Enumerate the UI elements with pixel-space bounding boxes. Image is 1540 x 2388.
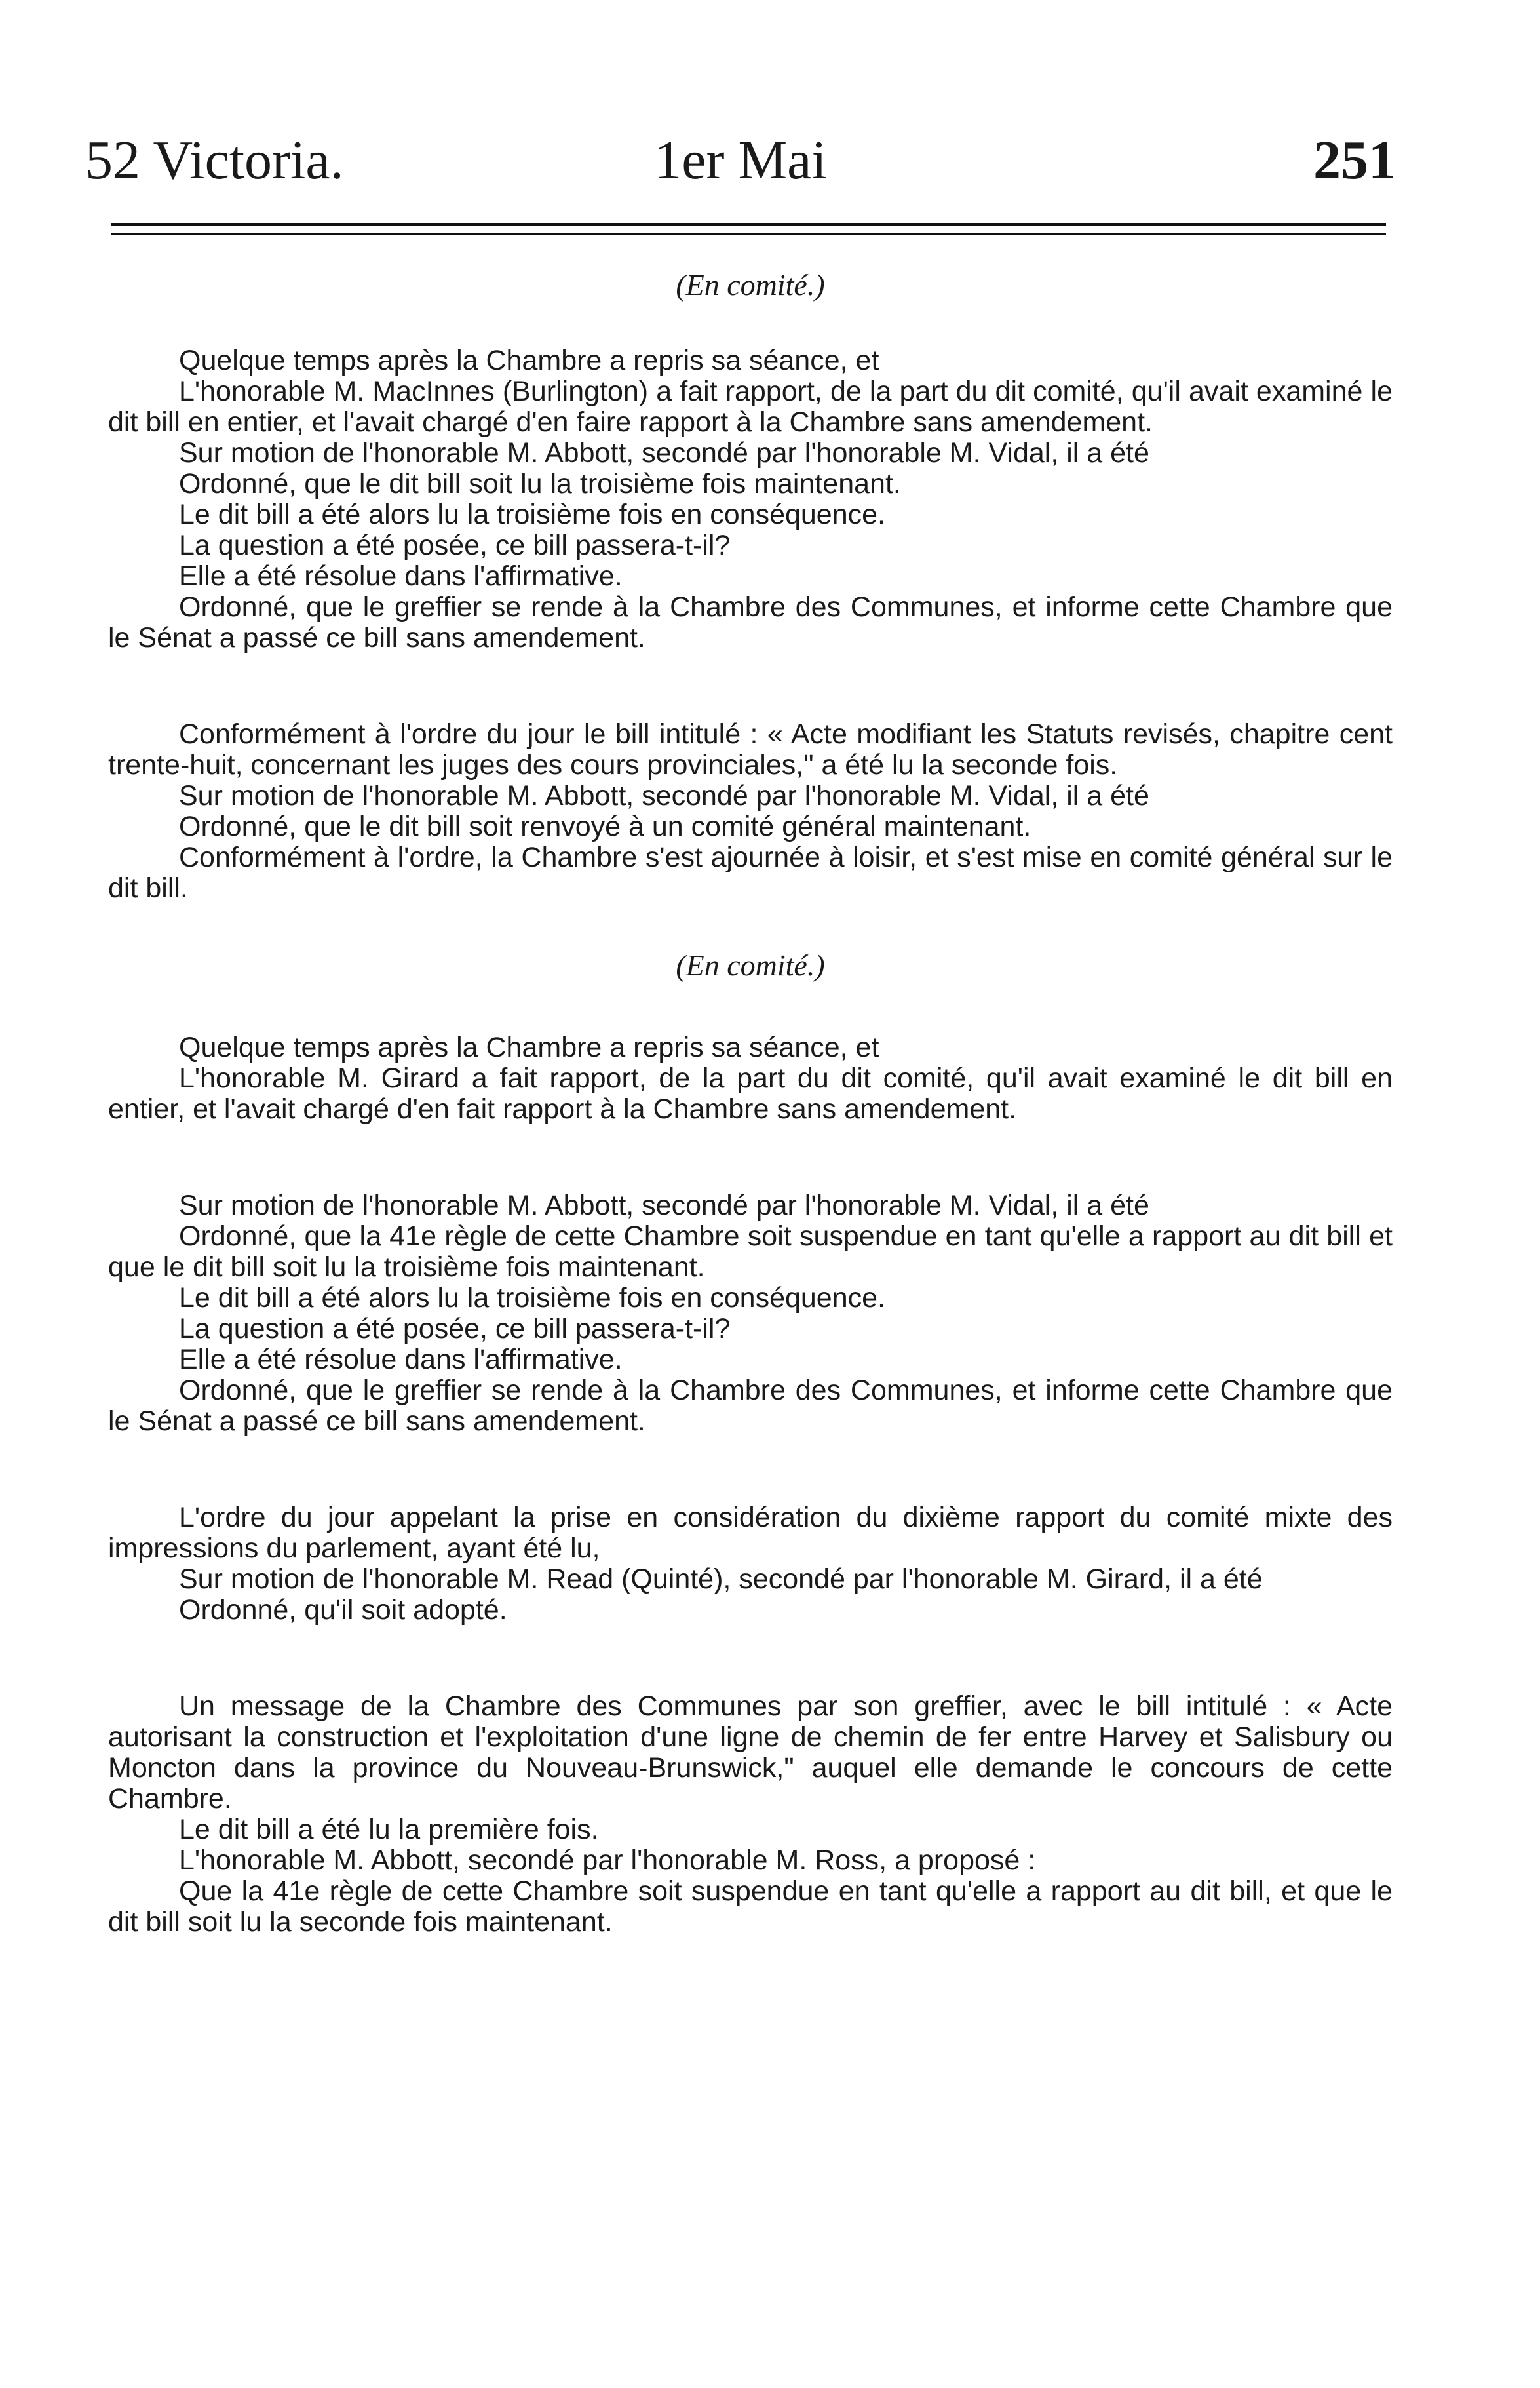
paragraph: Ordonné, que le dit bill soit renvoyé à un comité général maintenant. <box>179 811 1031 842</box>
paragraph: Un message de la Chambre des Communes par son greffier, avec le bill intitulé : « Acte autorisant la construction et l'exploitation d'une ligne de chemin de fer entre Harvey et Salisbury ou Moncton dans la province du Nouveau-Brunswick," auquel elle demande le concours de cette Chambre. <box>108 1691 1393 1814</box>
header-rule-thin <box>111 233 1386 235</box>
paragraph: Le dit bill a été alors lu la troisième fois en conséquence. <box>179 1282 886 1314</box>
paragraph: Ordonné, que la 41e règle de cette Chambre soit suspendue en tant qu'elle a rapport au dit bill et que le dit bill soit lu la troisième fois maintenant. <box>108 1221 1393 1283</box>
paragraph: Sur motion de l'honorable M. Read (Quinté), secondé par l'honorable M. Girard, il a été <box>179 1563 1263 1595</box>
paragraph: Quelque temps après la Chambre a repris sa séance, et <box>179 345 879 376</box>
page-number: 251 <box>1313 130 1396 191</box>
paragraph: Conformément à l'ordre du jour le bill intitulé : « Acte modifiant les Statuts revisés, chapitre cent trente-huit, concernant les juges des cours provinciales," a été lu la seconde fois. <box>108 718 1393 781</box>
running-head <box>85 125 1396 197</box>
paragraph: Ordonné, que le greffier se rende à la Chambre des Communes, et informe cette Chambre que le Sénat a passé ce bill sans amendement. <box>108 591 1393 654</box>
page-body <box>108 265 1393 1938</box>
paragraph: L'honorable M. Girard a fait rapport, de la part du dit comité, qu'il avait examiné le dit bill en entier, et l'avait chargé d'en fait rapport à la Chambre sans amendement. <box>108 1063 1393 1125</box>
paragraph: L'honorable M. MacInnes (Burlington) a fait rapport, de la part du dit comité, qu'il avait examiné le dit bill en entier, et l'avait chargé d'en faire rapport à la Chambre sans amendement. <box>108 376 1393 438</box>
spacer <box>108 1437 1393 1502</box>
paragraph: Conformément à l'ordre, la Chambre s'est ajournée à loisir, et s'est mise en comité général sur le dit bill. <box>108 842 1393 904</box>
paragraph: Sur motion de l'honorable M. Abbott, secondé par l'honorable M. Vidal, il a été <box>179 780 1149 812</box>
paragraph: Le dit bill a été alors lu la troisième fois en conséquence. <box>179 499 886 530</box>
section-heading-committee-2: (En comité.) <box>676 949 825 982</box>
paragraph: Que la 41e règle de cette Chambre soit suspendue en tant qu'elle a rapport au dit bill, et que le dit bill soit lu la seconde fois maintenant. <box>108 1875 1393 1938</box>
paragraph: Ordonné, que le greffier se rende à la Chambre des Communes, et informe cette Chambre que le Sénat a passé ce bill sans amendement. <box>108 1375 1393 1437</box>
paragraph: Elle a été résolue dans l'affirmative. <box>179 1344 623 1375</box>
paragraph: L'ordre du jour appelant la prise en considération du dixième rapport du comité mixte des impressions du parlement, ayant été lu, <box>108 1502 1393 1564</box>
paragraph: Quelque temps après la Chambre a repris sa séance, et <box>179 1032 879 1063</box>
paragraph: Le dit bill a été lu la première fois. <box>179 1814 599 1845</box>
section-heading-committee-1: (En comité.) <box>676 268 825 302</box>
header-rule-thick <box>111 223 1386 226</box>
paragraph: L'honorable M. Abbott, secondé par l'honorable M. Ross, a proposé : <box>179 1845 1036 1876</box>
paragraph: Sur motion de l'honorable M. Abbott, secondé par l'honorable M. Vidal, il a été <box>179 437 1149 469</box>
paragraph: Sur motion de l'honorable M. Abbott, secondé par l'honorable M. Vidal, il a été <box>179 1190 1149 1221</box>
date-label: 1er Mai <box>654 130 827 191</box>
spacer <box>108 654 1393 719</box>
spacer <box>108 1626 1393 1691</box>
spacer <box>108 1125 1393 1190</box>
paragraph: La question a été posée, ce bill passera-t-il? <box>179 530 731 561</box>
paragraph: La question a été posée, ce bill passera-t-il? <box>179 1313 731 1344</box>
paragraph: Elle a été résolue dans l'affirmative. <box>179 560 623 592</box>
paragraph: Ordonné, qu'il soit adopté. <box>179 1594 507 1626</box>
session-label: 52 Victoria. <box>85 130 344 191</box>
paragraph: Ordonné, que le dit bill soit lu la troisième fois maintenant. <box>179 468 901 499</box>
